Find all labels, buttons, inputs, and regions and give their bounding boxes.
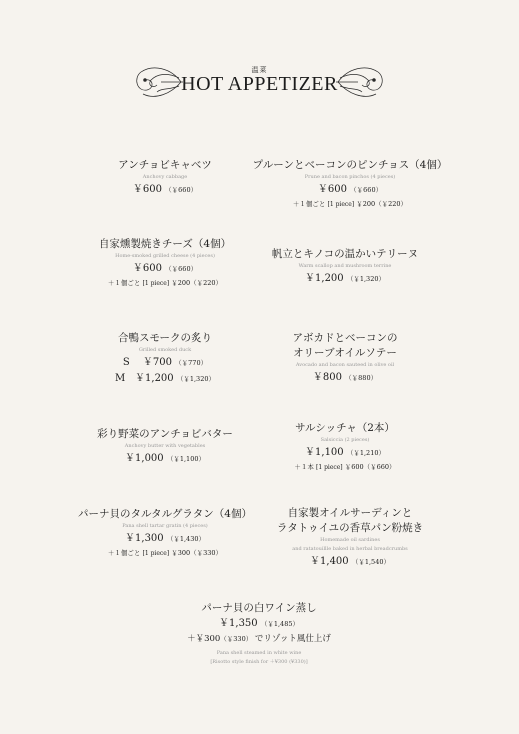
menu-item-avocado-bacon-saute: [245, 331, 445, 386]
menu-item-grilled-smoked-duck: [65, 331, 265, 387]
item-price-size-s: S ￥700 （￥770）: [122, 357, 208, 368]
item-price: ￥600 （￥660）: [132, 263, 198, 274]
item-name: 合鴨スモークの炙り: [117, 332, 213, 344]
item-name-line-2: オリーブオイルソテー: [293, 347, 397, 359]
item-name: 彩り野菜のアンチョビバター: [97, 428, 233, 440]
menu-item-scallop-terrine: [245, 247, 445, 287]
item-english-name: Salsiccia (2 pieces): [320, 437, 370, 443]
item-name: 自家燻製焼きチーズ（4個）: [98, 238, 232, 250]
item-english-name-line-1: Homemade oil sardines: [320, 537, 380, 543]
item-name-line-1: アボカドとベーコンの: [292, 332, 398, 344]
item-price: ￥1,200 （￥1,320）: [305, 273, 385, 284]
item-price: ￥800 （￥880）: [312, 372, 378, 383]
item-name: アンチョビキャベツ: [118, 159, 212, 171]
section-title: HOT APPETIZER: [181, 73, 338, 95]
item-price: ￥1,100 （￥1,210）: [305, 447, 385, 458]
item-price: ￥600 （￥660）: [317, 184, 383, 195]
menu-item-pana-shell-white-wine: [139, 601, 379, 667]
item-price: ￥1,000 （￥1,100）: [125, 453, 205, 464]
menu-item-oil-sardines-ratatouille: [235, 506, 465, 570]
item-english-name: Home-smoked grilled cheese (4 pieces): [115, 253, 215, 259]
item-english-name-line-2: [Risotto style finish for ＋¥300 (¥330)]: [210, 659, 308, 665]
item-price: ￥600 （￥660）: [132, 184, 198, 195]
item-risotto-addon: ＋￥300（￥330） でリゾット風仕上げ: [187, 634, 331, 644]
item-english-name: Grilled smoked duck: [138, 347, 192, 353]
item-name-line-2: ラタトゥイユの香草パン粉焼き: [276, 522, 424, 534]
item-english-name: Pana shell tartar gratin (4 pieces): [122, 523, 208, 529]
item-name: 帆立とキノコの温かいテリーヌ: [271, 248, 419, 260]
item-name: プルーンとベーコンのピンチョス（4個）: [252, 159, 448, 171]
item-english-name: Avocado and bacon sauteed in olive oil: [295, 362, 395, 368]
item-extra-price: ＋１個ごと [1 piece] ￥300（￥330）: [107, 549, 223, 557]
item-extra-price: ＋１個ごと [1 piece] ￥200（￥220）: [292, 200, 408, 208]
item-english-name: Prune and bacon pinchos (4 pieces): [304, 174, 396, 180]
item-english-name-line-1: Pana shell steamed in white wine: [216, 650, 302, 656]
item-extra-price: ＋１個ごと [1 piece] ￥200（￥220）: [107, 279, 223, 287]
item-price: ￥1,350 （￥1,485）: [219, 618, 299, 629]
menu-item-salsiccia: [245, 421, 445, 474]
item-name-line-1: 自家製オイルサーディンと: [287, 507, 413, 519]
right-flourish-ornament: [336, 60, 388, 104]
item-name: パーナ貝の白ワイン蒸し: [201, 602, 317, 614]
item-english-name: Anchovy cabbage: [142, 174, 188, 180]
item-price: ￥1,400 （￥1,540）: [310, 556, 390, 567]
item-price: ￥1,300 （￥1,430）: [125, 533, 205, 544]
menu-item-anchovy-butter-vegetables: [65, 427, 265, 467]
menu-item-prune-bacon-pinchos: [235, 158, 465, 211]
item-name: パーナ貝のタルタルグラタン（4個）: [78, 508, 252, 520]
menu-header: [0, 60, 519, 110]
item-extra-price: ＋１本 [1 piece] ￥600（￥660）: [294, 463, 396, 471]
item-price-size-m: M ￥1,200 （￥1,320）: [115, 373, 215, 384]
section-subtitle: 温菜: [251, 66, 268, 74]
item-name: サルシッチャ（2本）: [295, 422, 395, 434]
item-english-name-line-2: and ratatouillle baked in herbal breadcrumbs: [292, 546, 408, 552]
item-english-name: Anchovy butter with vegetables: [124, 443, 206, 449]
item-english-name: Warm scallop and mushroom terrine: [298, 263, 392, 269]
